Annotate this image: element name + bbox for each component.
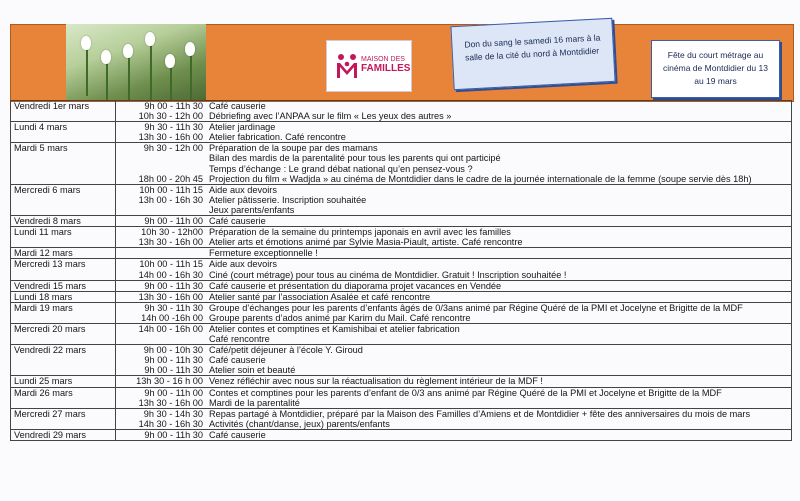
activity-text: Atelier arts et émotions animé par Sylvie Masia-Piault, artiste. Café rencontre — [209, 237, 523, 248]
activity-text: Mardi de la parentalité — [209, 397, 300, 408]
time-slot: 9h 30 - 11h 30 — [144, 122, 203, 133]
time-slot — [119, 334, 203, 344]
time-slot: 10h 00 - 11h 15 — [139, 184, 203, 195]
time-slot: 14h 00 -16h 00 — [141, 312, 203, 323]
schedule-activities — [206, 248, 792, 259]
schedule-times — [116, 122, 207, 143]
schedule-day: Mardi 19 mars — [11, 302, 116, 323]
time-slot: 18h 00 - 20h 45 — [138, 173, 203, 184]
schedule-row — [11, 259, 792, 280]
activity-text: Café/petit déjeuner à l’école Y. Giroud — [209, 345, 363, 356]
activity-text: Activités (chant/danse, jeux) parents/enfants — [209, 418, 390, 429]
time-slot: 14h 00 - 16h 00 — [138, 323, 203, 334]
activity-text: Atelier fabrication. Café rencontre — [209, 132, 346, 143]
schedule-activities — [206, 143, 792, 184]
activity-text: Atelier contes et comptines et Kamishibai et atelier fabrication — [209, 323, 460, 334]
schedule-row — [11, 101, 792, 122]
schedule-times — [116, 429, 207, 440]
activity-text: Atelier jardinage — [209, 122, 276, 133]
blood-drive-note — [450, 18, 615, 90]
activity-text: Café causerie — [209, 101, 266, 111]
schedule-row — [11, 227, 792, 248]
activity-text: Contes et comptines pour les parents d’enfant de 0/3 ans animé par Régine Quéré de la PMI et Jocelyne et Brigitte de la MDF — [209, 387, 722, 398]
activity-text: Atelier soin et beauté — [209, 365, 296, 376]
schedule-day: Vendredi 29 mars — [11, 429, 116, 440]
schedule-activities — [206, 227, 792, 248]
schedule-activities — [206, 291, 792, 302]
maison-des-familles-logo — [326, 40, 412, 92]
schedule-day: Mardi 5 mars — [11, 143, 116, 184]
schedule-times — [116, 291, 207, 302]
schedule-row — [11, 248, 792, 259]
schedule-times — [116, 280, 207, 291]
schedule-day: Lundi 4 mars — [11, 122, 116, 143]
schedule-activities — [206, 323, 792, 344]
logo-text — [361, 55, 409, 73]
schedule-day: Mercredi 13 mars — [11, 259, 116, 280]
schedule-activities — [206, 376, 792, 387]
schedule-times — [116, 408, 207, 429]
schedule-day: Mercredi 6 mars — [11, 184, 116, 215]
activity-text: Bilan des mardis de la parentalité pour tous les parents qui ont participé — [209, 153, 501, 164]
activity-text: Groupe d’échanges pour les parents d’enfants âgés de 0/3ans animé par Régine Quéré de la PMI et Jocelyne et Brigitte de la MDF — [209, 302, 743, 313]
time-slot: 9h 30 - 14h 30 — [143, 408, 203, 419]
schedule-day: Lundi 11 mars — [11, 227, 116, 248]
schedule-activities — [206, 280, 792, 291]
schedule-day: Mardi 12 mars — [11, 248, 116, 259]
time-slot: 10h 00 - 11h 15 — [139, 259, 203, 270]
schedule-activities — [206, 259, 792, 280]
activity-text: Fermeture exceptionnelle ! — [209, 248, 318, 259]
time-slot — [119, 205, 203, 215]
logo-line2: FAMILLES — [361, 63, 411, 74]
schedule-body — [11, 101, 792, 441]
schedule-activities — [206, 387, 792, 408]
schedule-times — [116, 376, 207, 387]
time-slot: 9h 30 - 11h 30 — [144, 302, 203, 313]
schedule-activities — [206, 101, 792, 122]
film-festival-text: Fête du court métrage au cinéma de Montdidier du 13 au 19 mars — [663, 50, 768, 86]
schedule-day: Vendredi 8 mars — [11, 216, 116, 227]
activity-text: Préparation de la soupe par des mamans — [209, 143, 378, 154]
time-slot: 14h 00 - 16h 30 — [138, 269, 203, 280]
schedule-row — [11, 122, 792, 143]
activity-text: Jeux parents/enfants — [209, 204, 295, 215]
schedule-table — [10, 100, 792, 441]
activity-text: Atelier santé par l’association Asalée et café rencontre — [209, 291, 431, 302]
schedule-times — [116, 227, 207, 248]
schedule-day: Mardi 26 mars — [11, 387, 116, 408]
time-slot: 9h 00 - 11h 30 — [144, 355, 203, 366]
time-slot: 10h 30 - 12h 00 — [138, 111, 203, 122]
time-slot: 14h 30 - 16h 30 — [138, 418, 203, 429]
time-slot — [119, 164, 203, 174]
activity-text: Atelier pâtisserie. Inscription souhaitée — [209, 194, 367, 205]
schedule-activities — [206, 345, 792, 376]
activity-text: Projection du film « Wadjda » au cinéma de Montdidier dans le cadre de la journée internationale de la femme (soupe servie dès 18h) — [209, 173, 752, 184]
schedule-activities — [206, 184, 792, 215]
activity-text: Ciné (court métrage) pour tous au cinéma de Montdidier. Gratuit ! Inscription souhaitée ! — [209, 269, 567, 280]
time-slot: 9h 00 - 11h 00 — [144, 216, 203, 227]
schedule-day: Lundi 18 mars — [11, 291, 116, 302]
activity-text: Café rencontre — [209, 334, 270, 345]
schedule-day: Vendredi 15 mars — [11, 280, 116, 291]
family-logo-icon — [335, 53, 359, 79]
schedule-activities — [206, 429, 792, 440]
schedule-times — [116, 323, 207, 344]
schedule-row — [11, 376, 792, 387]
time-slot: 13h 30 - 16h 00 — [138, 237, 203, 248]
schedule-times — [116, 248, 207, 259]
activity-text: Aide aux devoirs — [209, 259, 277, 270]
activity-text: Café causerie — [209, 429, 266, 440]
activity-text: Préparation de la semaine du printemps japonais en avril avec les familles — [209, 227, 511, 238]
activity-text: Aide aux devoirs — [209, 184, 277, 195]
time-slot: 13h 30 - 16h 00 — [138, 132, 203, 143]
schedule-times — [116, 302, 207, 323]
time-slot — [119, 153, 203, 163]
schedule-day: Mercredi 20 mars — [11, 323, 116, 344]
schedule-row — [11, 291, 792, 302]
schedule-row — [11, 184, 792, 215]
schedule-row — [11, 143, 792, 184]
schedule-times — [116, 143, 207, 184]
time-slot: 13h 30 - 16h 00 — [138, 397, 203, 408]
schedule-row — [11, 408, 792, 429]
schedule-row — [11, 323, 792, 344]
schedule-day: Vendredi 1er mars — [11, 101, 116, 122]
schedule-activities — [206, 216, 792, 227]
schedule-day: Mercredi 27 mars — [11, 408, 116, 429]
schedule-times — [116, 101, 207, 122]
schedule-row — [11, 280, 792, 291]
schedule-times — [116, 216, 207, 227]
time-slot: 9h 00 - 11h 30 — [144, 101, 203, 111]
snowdrop-photo — [66, 24, 206, 100]
time-slot: 13h 30 - 16h 00 — [138, 291, 203, 302]
time-slot: 9h 00 - 11h 30 — [144, 429, 203, 440]
schedule-day: Lundi 25 mars — [11, 376, 116, 387]
schedule-row — [11, 387, 792, 408]
activity-text: Café causerie — [209, 216, 266, 227]
schedule-activities — [206, 122, 792, 143]
film-festival-note — [651, 40, 780, 98]
time-slot: 9h 00 - 10h 30 — [143, 345, 203, 356]
time-slot: 13h 30 - 16 h 00 — [136, 376, 203, 387]
schedule-row — [11, 345, 792, 376]
activity-text: Temps d’échange : Le grand débat national qu’en pensez-vous ? — [209, 163, 473, 174]
time-slot — [119, 248, 203, 258]
time-slot: 9h 00 - 11h 30 — [144, 280, 203, 291]
schedule-row — [11, 216, 792, 227]
activity-text: Groupe parents d’ados animé par Karim du Mail. Café rencontre — [209, 312, 471, 323]
schedule-day: Vendredi 22 mars — [11, 345, 116, 376]
blood-drive-text: Don du sang le samedi 16 mars à la salle de la cité du nord à Montdidier — [464, 32, 601, 63]
time-slot: 9h 00 - 11h 30 — [144, 365, 203, 376]
schedule-row — [11, 302, 792, 323]
time-slot: 9h 00 - 11h 00 — [144, 387, 203, 398]
schedule-activities — [206, 408, 792, 429]
activity-text: Repas partagé à Montdidier, préparé par la Maison des Familles d’Amiens et de Montdidier + fête des anniversaires du mois de mars — [209, 408, 751, 419]
schedule-activities — [206, 302, 792, 323]
activity-text: Venez réfléchir avec nous sur la réactualisation du règlement intérieur de la MDF ! — [209, 376, 543, 387]
schedule-times — [116, 387, 207, 408]
time-slot: 9h 30 - 12h 00 — [143, 143, 203, 154]
schedule-times — [116, 184, 207, 215]
logo-line1: MAISON DES — [361, 56, 405, 63]
activity-text: Café causerie et présentation du diaporama projet vacances en Vendée — [209, 280, 502, 291]
schedule-row — [11, 429, 792, 440]
activity-text: Café causerie — [209, 355, 266, 366]
schedule-times — [116, 259, 207, 280]
time-slot: 13h 00 - 16h 30 — [138, 194, 203, 205]
schedule-times — [116, 345, 207, 376]
time-slot: 10h 30 - 12h00 — [141, 227, 203, 238]
activity-text: Débriefing avec l’ANPAA sur le film « Les yeux des autres » — [209, 111, 452, 122]
